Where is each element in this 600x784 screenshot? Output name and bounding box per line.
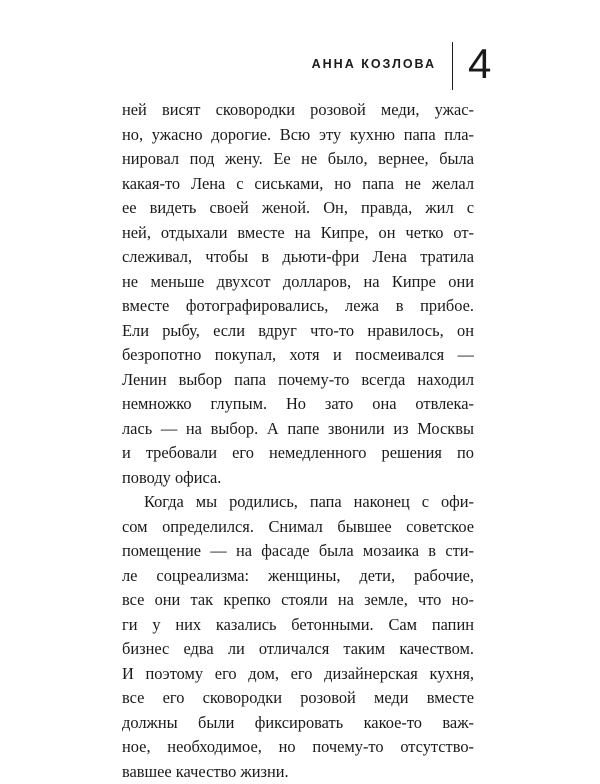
text-line: вместе фотографировались, лежа в прибое. <box>122 294 474 319</box>
text-line: вавшее качество жизни. <box>122 760 474 784</box>
text-line: И поэтому его дом, его дизайнерская кухня, <box>122 662 474 687</box>
running-head <box>0 42 600 90</box>
text-line: бизнес едва ли отличался таким качеством. <box>122 637 474 662</box>
body-text <box>122 98 474 784</box>
text-line: ги у них казались бетонными. Сам папин <box>122 613 474 638</box>
text-line: какая-то Лена с сиськами, но папа не желал <box>122 172 474 197</box>
page-number: 4 <box>468 40 491 88</box>
text-line: и требовали его немедленного решения по <box>122 441 474 466</box>
author-name: АННА КОЗЛОВА <box>312 57 436 71</box>
text-line: поводу офиса. <box>122 466 474 491</box>
text-line: ней висят сковородки розовой меди, ужас- <box>122 98 474 123</box>
text-line: Когда мы родились, папа наконец с офи- <box>122 490 474 515</box>
text-line: но, ужасно дорогие. Всю эту кухню папа пла- <box>122 123 474 148</box>
text-line: должны были фиксировать какое-то важ- <box>122 711 474 736</box>
text-line: слеживал, чтобы в дьюти-фри Лена тратила <box>122 245 474 270</box>
paragraph <box>122 490 474 784</box>
text-line: нировал под жену. Ее не было, вернее, была <box>122 147 474 172</box>
text-line: ле соцреализма: женщины, дети, рабочие, <box>122 564 474 589</box>
text-line: Ленин выбор папа почему-то всегда находил <box>122 368 474 393</box>
text-line: не меньше двухсот долларов, на Кипре они <box>122 270 474 295</box>
header-divider <box>452 42 453 90</box>
paragraph <box>122 98 474 490</box>
text-line: сом определился. Снимал бывшее советское <box>122 515 474 540</box>
text-line: безропотно покупал, хотя и посмеивался — <box>122 343 474 368</box>
text-line: ное, необходимое, но почему-то отсутство- <box>122 735 474 760</box>
text-line: Ели рыбу, если вдруг что-то нравилось, он <box>122 319 474 344</box>
text-line: лась — на выбор. А папе звонили из Москвы <box>122 417 474 442</box>
text-line: все его сковородки розовой меди вместе <box>122 686 474 711</box>
text-line: помещение — на фасаде была мозаика в сти- <box>122 539 474 564</box>
text-line: ней, отдыхали вместе на Кипре, он четко от- <box>122 221 474 246</box>
text-line: ее видеть своей женой. Он, правда, жил с <box>122 196 474 221</box>
text-line: все они так крепко стояли на земле, что но- <box>122 588 474 613</box>
text-line: немножко глупым. Но зато она отвлека- <box>122 392 474 417</box>
